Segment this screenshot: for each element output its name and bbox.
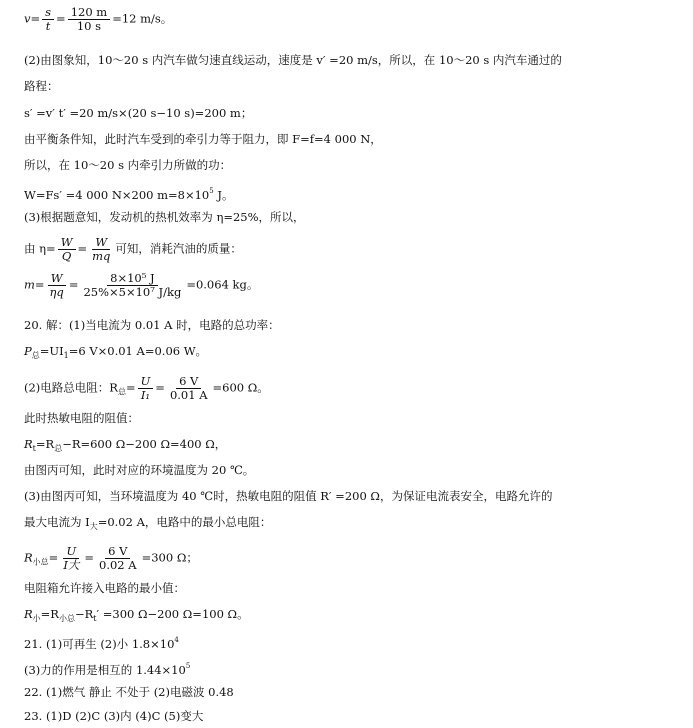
fraction-numerator: U: [63, 545, 79, 559]
fraction-numerator: 120 m: [68, 6, 111, 20]
eq-text: =0.02 A，电路中的最小总电阻：: [97, 515, 272, 529]
superscript: 5: [185, 662, 191, 670]
fraction: [138, 375, 154, 402]
fraction: [96, 545, 140, 572]
eq-text: m=: [24, 277, 45, 292]
fraction: [89, 236, 113, 263]
fraction-numerator: W: [92, 236, 110, 250]
fraction-numerator: s: [42, 6, 54, 20]
subscript: 大: [89, 522, 98, 531]
answer-21-line-2: [24, 658, 190, 678]
work-equation: [24, 183, 233, 203]
fraction: [58, 236, 76, 263]
eq-text: =600 Ω。: [212, 380, 269, 395]
eq-text: 由 η=: [24, 241, 56, 256]
eq-text: =12 m/s。: [112, 11, 173, 26]
fraction-numerator: U: [138, 375, 154, 389]
subscript: t: [32, 444, 36, 453]
fraction-denominator: t: [45, 19, 51, 33]
fraction: [80, 272, 184, 299]
eq-text: =0.064 kg。: [186, 277, 259, 292]
text-line: s′ =v′ t′ =20 m/s×(20 s−10 s)=200 m；: [24, 106, 253, 120]
eq-text: −R: [74, 607, 94, 621]
thermistor-equation: [24, 436, 226, 457]
eq-text: =: [56, 11, 66, 26]
eq-text: R: [24, 607, 33, 621]
min-resistance-equation: [24, 545, 198, 572]
subscript: 小: [32, 614, 41, 623]
subscript: 小总: [32, 557, 49, 567]
superscript: 5: [209, 187, 214, 195]
eq-text: v: [24, 11, 31, 26]
fraction-denominator: 25%×5×10⁷ J/kg: [83, 285, 182, 299]
fraction: [68, 6, 111, 33]
fraction-denominator: Q: [61, 249, 72, 263]
fraction-denominator: 10 s: [76, 19, 102, 33]
efficiency-equation: [24, 236, 242, 263]
eq-text: =: [68, 277, 79, 292]
superscript: 4: [174, 636, 179, 644]
eq-text: (3)力的作用是相互的 1.44×10: [24, 663, 186, 677]
fraction-numerator: 6 V: [105, 545, 130, 559]
fraction-denominator: 0.02 A: [99, 558, 137, 572]
fraction-denominator: mq: [92, 249, 111, 263]
text-line: 所以，在 10～20 s 内牵引力所做的功：: [24, 158, 232, 172]
fraction-denominator: I大: [63, 558, 80, 572]
eq-text: 可知，消耗汽油的质量：: [115, 241, 242, 256]
eq-text: =: [125, 380, 136, 395]
power-equation: [24, 343, 207, 364]
mass-equation: [24, 272, 258, 299]
eq-text: J。: [213, 188, 234, 202]
resistance-box-equation: [24, 606, 249, 627]
eq-text: =300 Ω；: [141, 550, 198, 565]
fraction-numerator: W: [58, 236, 76, 250]
text-line: 由平衡条件知，此时汽车受到的牵引力等于阻力，即 F=f=4 000 N，: [24, 132, 382, 146]
text-line: (2)由图象知，10～20 s 内汽车做匀速直线运动，速度是 v′ =20 m/s，所以，在 10～20 s 内汽车通过的: [24, 53, 562, 67]
eq-text: P: [24, 344, 32, 358]
eq-text: (2)电路总电阻：R: [24, 380, 118, 395]
fraction-denominator: 0.01 A: [169, 388, 208, 402]
max-current-line: [24, 514, 271, 535]
eq-text: 最大电流为 I: [24, 515, 90, 529]
resistance-equation: [24, 375, 269, 402]
fraction-numerator: W: [48, 272, 66, 286]
eq-text: =UI: [39, 344, 64, 358]
eq-text: =R: [35, 437, 55, 451]
answer-21-line-1: [24, 632, 179, 652]
answer-22: 22. (1)燃气 静止 不处于 (2)电磁波 0.48: [24, 685, 234, 699]
fraction-numerator: 6 V: [176, 375, 201, 389]
eq-text: =: [48, 550, 59, 565]
eq-text: =: [77, 241, 88, 256]
subscript: 总: [117, 387, 126, 397]
subscript: t: [93, 614, 97, 623]
eq-text: =R: [40, 607, 59, 621]
text-line: 路程：: [24, 79, 59, 93]
subscript: 总: [31, 351, 40, 360]
text-line: 电阻箱允许接入电路的最小值：: [24, 581, 185, 595]
eq-text: R: [24, 437, 33, 451]
text-line: 由图丙可知，此时对应的环境温度为 20 ℃。: [24, 463, 255, 477]
fraction: [42, 6, 54, 33]
fraction: [47, 272, 67, 299]
eq-text: −R=600 Ω−200 Ω=400 Ω，: [62, 437, 227, 451]
fraction: [60, 545, 82, 572]
text-line: (3)由图丙可知，当环境温度为 40 ℃时，热敏电阻的阻值 R′ =200 Ω，为保证电流表安全，电路允许的: [24, 489, 553, 503]
eq-text: W=Fs′ =4 000 N×200 m=8×10: [24, 188, 210, 202]
eq-text: =: [84, 550, 94, 565]
text-line: 此时热敏电阻的阻值：: [24, 411, 139, 425]
fraction: [167, 375, 211, 402]
eq-text: R: [24, 550, 33, 565]
fraction-denominator: I₁: [140, 388, 151, 402]
fraction-numerator: 8×10⁵ J: [107, 272, 157, 286]
subscript: 1: [63, 351, 69, 360]
eq-text: =: [155, 380, 165, 395]
subscript: 小总: [58, 614, 75, 623]
eq-text: =: [30, 11, 41, 26]
velocity-equation: [24, 6, 172, 33]
eq-text: ′ =300 Ω−200 Ω=100 Ω。: [96, 607, 249, 621]
subscript: 总: [54, 444, 63, 453]
eq-text: 21. (1)可再生 (2)小 1.8×10: [24, 637, 175, 651]
fraction-denominator: ηq: [49, 285, 64, 299]
text-line: 20. 解：(1)当电流为 0.01 A 时，电路的总功率：: [24, 318, 280, 332]
text-line: (3)根据题意知，发动机的热机效率为 η=25%，所以，: [24, 210, 305, 224]
answer-23: 23. (1)D (2)C (3)内 (4)C (5)变大: [24, 709, 204, 723]
eq-text: =6 V×0.01 A=0.06 W。: [68, 344, 208, 358]
